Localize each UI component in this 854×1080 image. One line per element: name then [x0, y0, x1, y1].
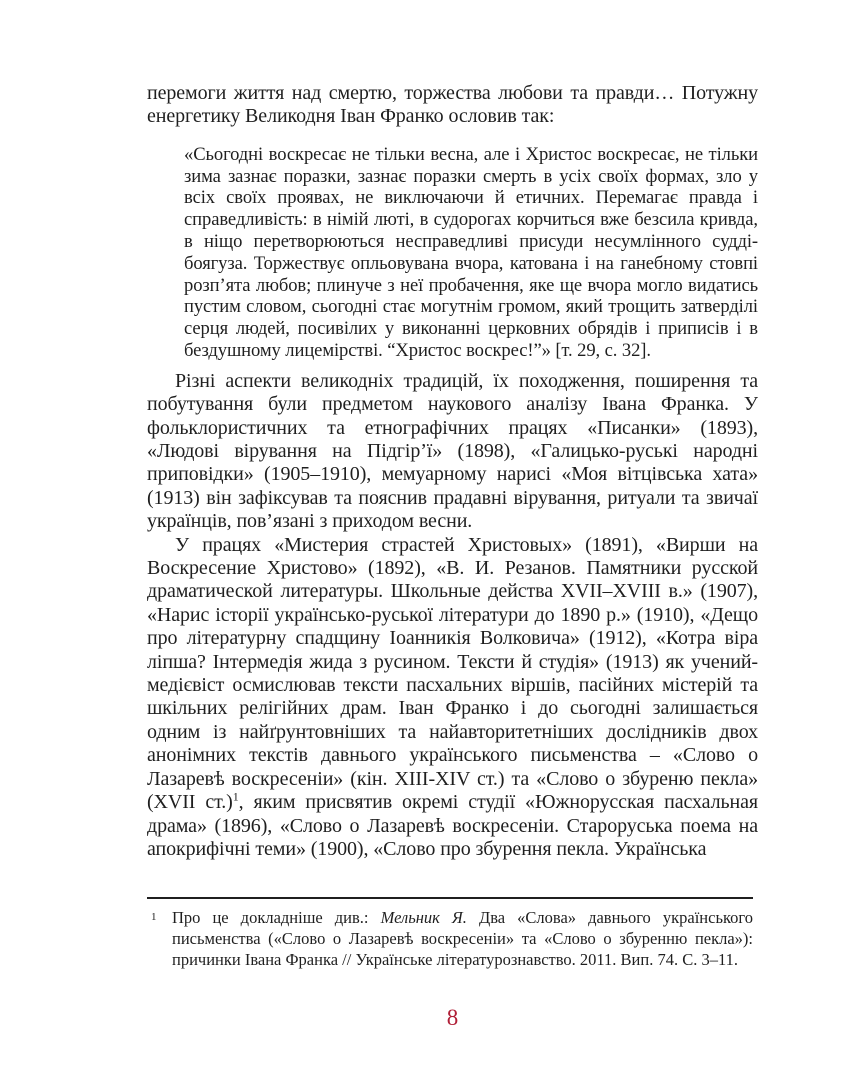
- footnote-author: Мельник Я.: [380, 908, 467, 927]
- paragraph-works-text-b: , яким присвятив окремі студії «Южнорусская пасхальная драма» (1896), «Слово о Лазаревѣ воскресеніи. Староруська поема на апокрифічні теми» (1900), «Слово про збурення пекла. Українська: [147, 791, 758, 860]
- footnote-divider: [147, 897, 753, 899]
- page-number: 8: [446, 1005, 459, 1030]
- blockquote-franko-citation: «Сьогодні воскресає не тільки весна, але і Христос воскресає, не тільки зима зазнає поразки, зазнає поразки смерть в усіх своїх формах, зло у всіх своїх проявах, не виключаючи й етичних. Перемагає правда і справедливість: в німій люті, в судорогах корчиться вже безсила кривда, в ніщо перетворюються несправедливі присуди несумлінного судді-боягуза. Торжествує опльовувана вчора, катована і на ганебному стовпі розп’ята любов; плинуче з неї пробачення, яке ще вчора могло видатись пустим словом, сьогодні стає могутнім громом, який трощить затверділі серця людей, посивілих у виконанні церковних обрядів і приписів і в бездушному лицемірстві. “Христос воскрес!”» [т. 29, с. 32].: [184, 143, 758, 361]
- footnote-rest: Два «Слова» давнього українського письменства («Слово о Лазаревѣ воскресеніи» та «Слово о збуренню пекла»): причинки Івана Франка // Українське літературознавство. 2011. Вип. 74. С. 3–11.: [172, 908, 754, 970]
- footnote-prefix: Про це докладніше див.:: [172, 908, 381, 927]
- paragraph-traditions: Різні аспекти великодніх традицій, їх походження, поширення та побутування були предметом наукового аналізу Івана Франка. У фольклористичних та етнографічних працях «Писанки» (1893), «Людові вірування на Підгір’ї» (1898), «Галицько-руські народні приповідки» (1905–1910), мемуарному нарисі «Моя вітцівська хата» (1913) він зафіксував та пояснив прадавні вірування, ритуали та звичаї українців, пов’язані з приходом весни.: [147, 369, 758, 533]
- paragraph-works-text-a: У працях «Мистерия страстей Христовых» (1891), «Вирши на Воскресение Христово» (1892), «В. И. Резанов. Памятники русской драматической литературы. Школьные действа XVII–XVIII в.» (1907), «Нарис історії українсько-руської літератури до 1890 р.» (1910), «Дещо про літературну спадщину Іоанникія Волковича» (1912), «Котра віра ліпша? Інтермедія жида з русином. Тексти й студія» (1913) як учений-медієвіст осмислював тексти пасхальних віршів, пасійних містерій та шкільних релігійних драм. Іван Франко і до сьогодні залишається одним із найґрунтовніших та найавторитетніших дослідників двох анонімних текстів давнього українського письменства – «Слово о Лазаревѣ воскресеніи» (кін. XIII-XIV ст.) та «Слово о збуреню пекла» (XVII ст.): [147, 533, 758, 814]
- footnote-reference: 1: [232, 789, 239, 804]
- footnote-marker: 1: [151, 911, 157, 923]
- footnote-area: [147, 897, 753, 971]
- main-text: [147, 82, 758, 861]
- paragraph-works: [147, 534, 758, 862]
- paragraph-intro: перемоги життя над смертю, торжества любови та правди… Потужну енергетику Великодня Іван Франко ословив так:: [147, 82, 758, 128]
- footnote-text: [147, 907, 753, 971]
